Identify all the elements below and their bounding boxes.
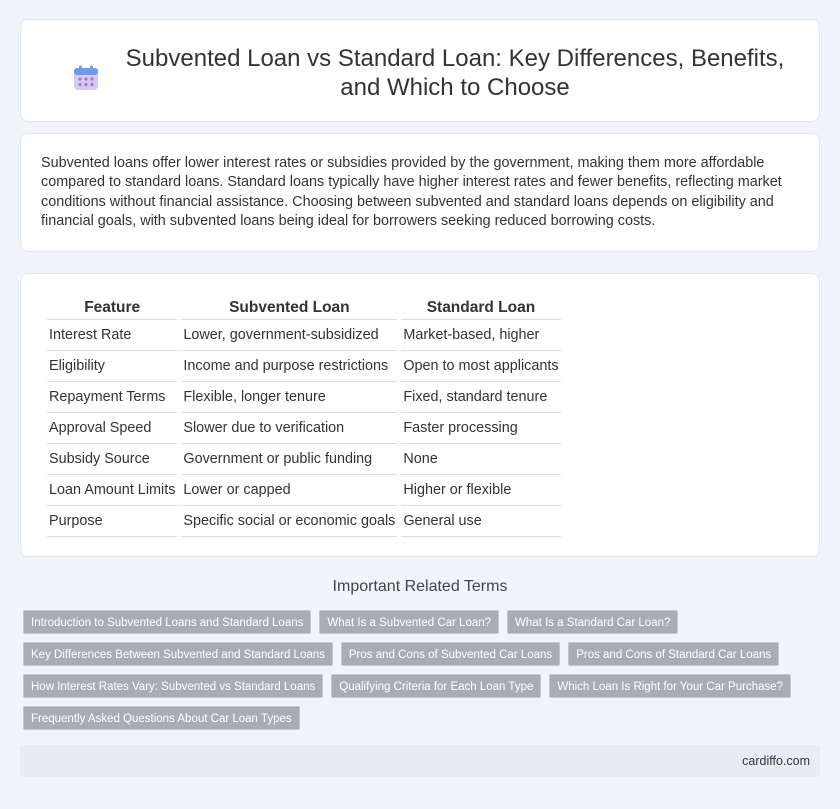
- column-header: Standard Loan: [401, 296, 560, 320]
- related-term-tag[interactable]: Pros and Cons of Subvented Car Loans: [341, 642, 560, 666]
- table-cell: None: [401, 444, 560, 475]
- table-cell: Lower or capped: [181, 475, 397, 506]
- intro-text: Subvented loans offer lower interest rates or subsidies provided by the government, making them more affordable compared to standard loans. Standard loans typically have higher interest rates and fewer benefits, reflecting market conditions without financial assistance. Choosing between subvented and standard loans depends on eligibility and financial goals, with subvented loans being ideal for borrowers seeking reduced borrowing costs.: [41, 155, 782, 230]
- table-cell: Market-based, higher: [401, 320, 560, 351]
- table-row: [47, 382, 561, 413]
- table-cell: Government or public funding: [181, 444, 397, 475]
- related-term-tag[interactable]: Frequently Asked Questions About Car Loan Types: [23, 706, 300, 730]
- related-terms-title: Important Related Terms: [332, 578, 508, 595]
- related-term-tag[interactable]: Which Loan Is Right for Your Car Purchase?: [549, 674, 791, 698]
- table-row: [47, 444, 561, 475]
- intro-card: [20, 133, 820, 252]
- column-header: Feature: [47, 296, 177, 320]
- page-title: Subvented Loan vs Standard Loan: Key Differences, Benefits, and Which to Choose: [125, 45, 785, 101]
- table-row: [47, 475, 561, 506]
- table-cell: General use: [401, 506, 560, 537]
- table-cell: Specific social or economic goals: [181, 506, 397, 537]
- related-terms-list: [23, 610, 823, 738]
- table-cell: Loan Amount Limits: [47, 475, 177, 506]
- footer-site[interactable]: cardiffo.com: [742, 754, 810, 768]
- tag-row: [23, 674, 823, 698]
- table-row: [47, 506, 561, 537]
- related-term-tag[interactable]: What Is a Subvented Car Loan?: [319, 610, 499, 634]
- table-cell: Subsidy Source: [47, 444, 177, 475]
- table-cell: Higher or flexible: [401, 475, 560, 506]
- related-term-tag[interactable]: Pros and Cons of Standard Car Loans: [568, 642, 779, 666]
- column-header: Subvented Loan: [181, 296, 397, 320]
- table-body: [47, 320, 561, 537]
- table-row: [47, 351, 561, 382]
- title-card: [20, 19, 820, 122]
- table-header-row: [47, 296, 561, 320]
- footer: [20, 745, 820, 777]
- table-row: [47, 320, 561, 351]
- table-cell: Purpose: [47, 506, 177, 537]
- table-cell: Eligibility: [47, 351, 177, 382]
- table-cell: Approval Speed: [47, 413, 177, 444]
- related-term-tag[interactable]: Introduction to Subvented Loans and Standard Loans: [23, 610, 311, 634]
- related-term-tag[interactable]: How Interest Rates Vary: Subvented vs Standard Loans: [23, 674, 323, 698]
- table-cell: Interest Rate: [47, 320, 177, 351]
- comparison-table: [43, 296, 565, 537]
- table-cell: Faster processing: [401, 413, 560, 444]
- table-row: [47, 413, 561, 444]
- table-cell: Repayment Terms: [47, 382, 177, 413]
- tag-row: [23, 706, 823, 730]
- table-cell: Slower due to verification: [181, 413, 397, 444]
- related-term-tag[interactable]: Qualifying Criteria for Each Loan Type: [331, 674, 541, 698]
- table-cell: Flexible, longer tenure: [181, 382, 397, 413]
- comparison-card: [20, 273, 820, 557]
- calendar-icon: [73, 65, 99, 91]
- table-cell: Income and purpose restrictions: [181, 351, 397, 382]
- table-cell: Open to most applicants: [401, 351, 560, 382]
- table-cell: Lower, government-subsidized: [181, 320, 397, 351]
- related-term-tag[interactable]: What Is a Standard Car Loan?: [507, 610, 678, 634]
- tag-row: [23, 610, 823, 634]
- table-cell: Fixed, standard tenure: [401, 382, 560, 413]
- tag-row: [23, 642, 823, 666]
- related-term-tag[interactable]: Key Differences Between Subvented and Standard Loans: [23, 642, 333, 666]
